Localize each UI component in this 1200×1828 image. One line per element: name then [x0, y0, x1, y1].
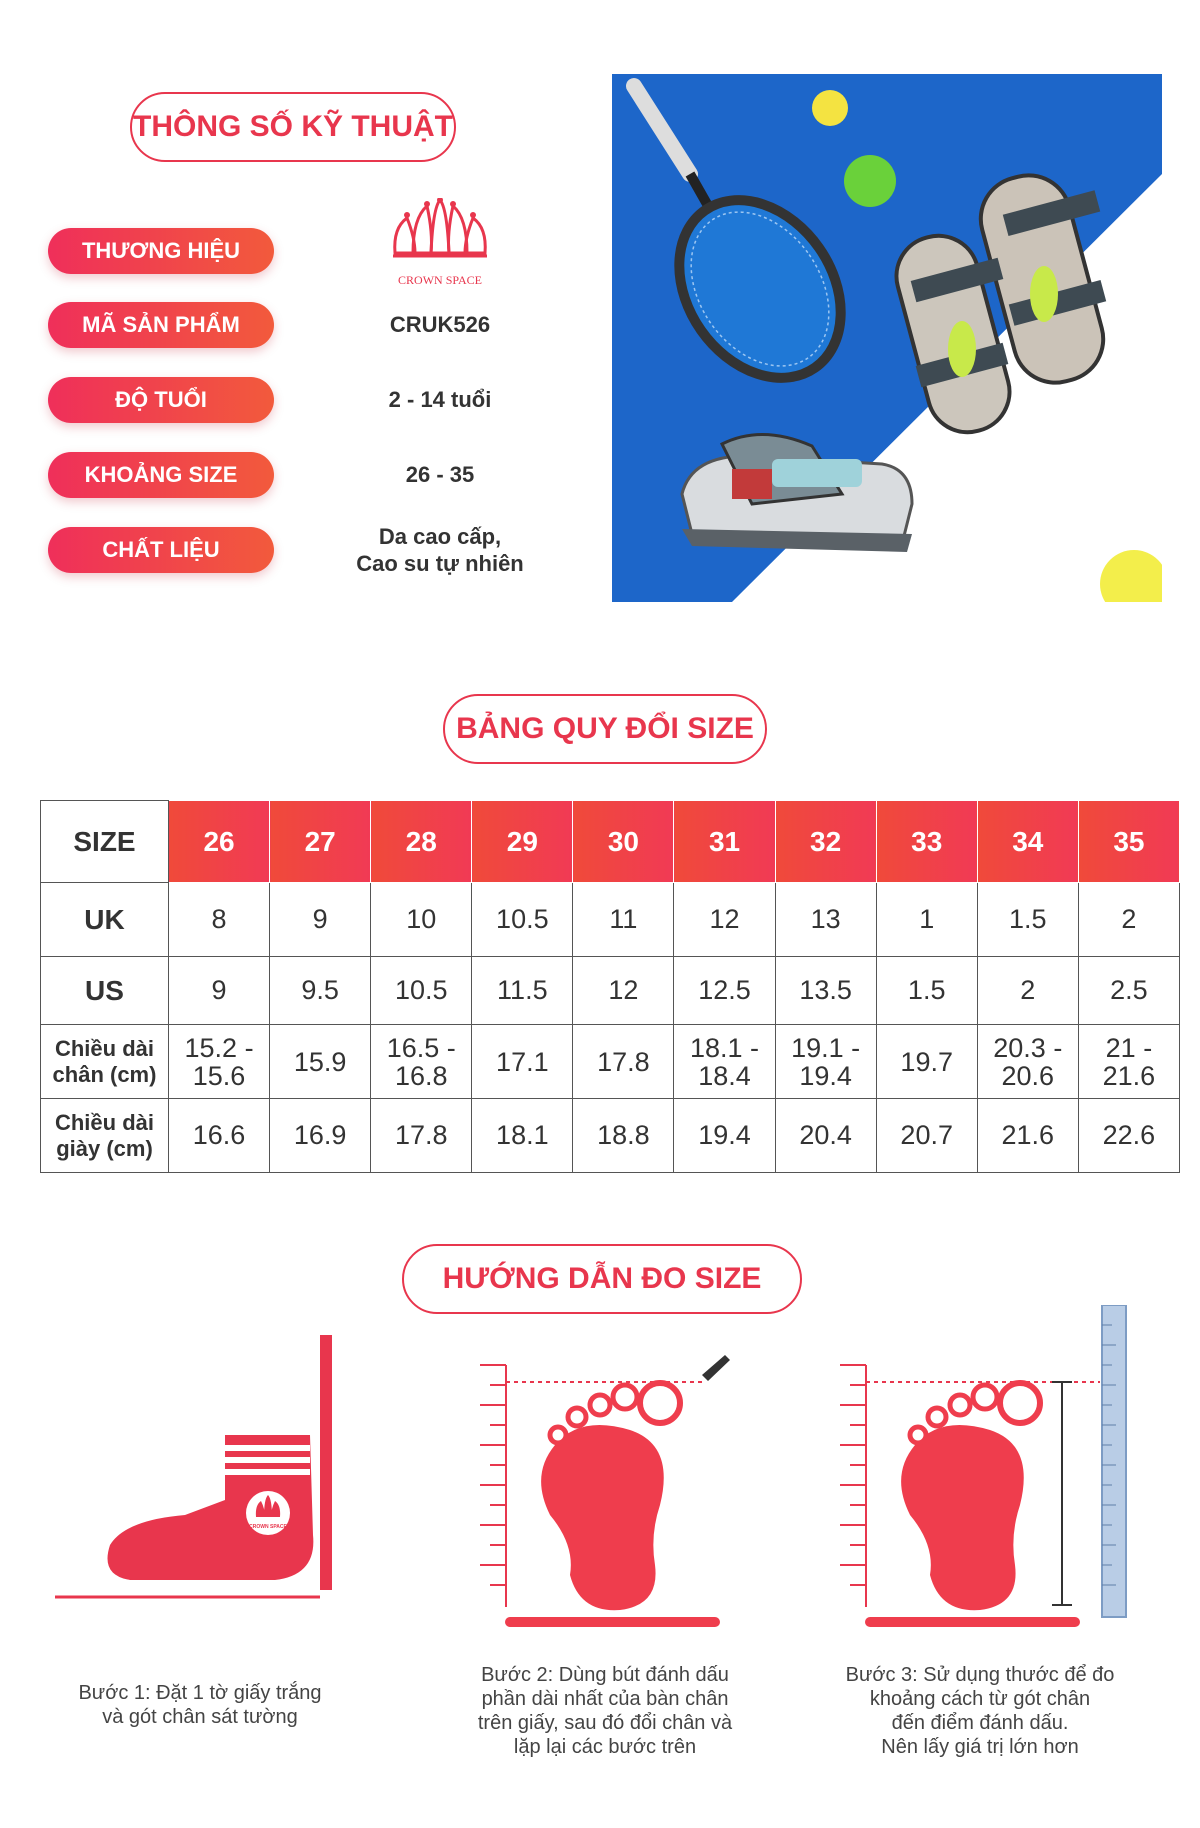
- step3-caption-line: Bước 3: Sử dụng thước để đo: [845, 1664, 1115, 1686]
- size-27: 27: [270, 801, 371, 883]
- table-row: [41, 1099, 1180, 1173]
- ruler-icon: [840, 1365, 866, 1607]
- size-29: 29: [472, 801, 573, 883]
- foot-cell: [1078, 1025, 1179, 1099]
- us-cell: 11.5: [472, 957, 573, 1025]
- ruler-icon: [480, 1365, 506, 1585]
- footprint-icon: [901, 1425, 1024, 1610]
- size-31: 31: [674, 801, 775, 883]
- foot-cell: [371, 1025, 472, 1099]
- size-33: 33: [876, 801, 977, 883]
- spec-label-size-range: KHOẢNG SIZE: [48, 452, 274, 498]
- uk-cell: 10.5: [472, 883, 573, 957]
- product-hero-image: [612, 74, 1162, 602]
- header-size-label: SIZE: [41, 801, 169, 883]
- step3-illustration: [840, 1305, 1130, 1635]
- foot-length-label-line1: Chiều dài: [54, 1035, 154, 1061]
- us-cell: 9: [169, 957, 270, 1025]
- foot-cell-line1: 15.2 -: [184, 1032, 254, 1063]
- us-cell: 9.5: [270, 957, 371, 1025]
- foot-cell-line2: 18.4: [698, 1060, 751, 1091]
- spec-label-age: ĐỘ TUỔI: [48, 377, 274, 423]
- pen-icon: [702, 1355, 730, 1381]
- foot-cell: [169, 1025, 270, 1099]
- step1-logo-text: CROWN SPACE: [249, 1524, 287, 1530]
- shoe-cell: 16.9: [270, 1099, 371, 1173]
- size-34: 34: [977, 801, 1078, 883]
- specs-title: THÔNG SỐ KỸ THUẬT: [130, 92, 456, 162]
- foot-cell-line1: 19.7: [900, 1046, 953, 1077]
- spec-label-product-code: MÃ SẢN PHẨM: [48, 302, 274, 348]
- uk-cell: 10: [371, 883, 472, 957]
- shoe-cell: 21.6: [977, 1099, 1078, 1173]
- table-row: [41, 957, 1180, 1025]
- uk-cell: 13: [775, 883, 876, 957]
- spec-value-size-range: 26 - 35: [405, 462, 475, 487]
- spec-value-product-code: CRUK526: [389, 312, 491, 337]
- uk-cell: 9: [270, 883, 371, 957]
- shoe-cell: 22.6: [1078, 1099, 1179, 1173]
- footprint-icon: [541, 1425, 664, 1610]
- foot-cell-line2: 19.4: [799, 1060, 852, 1091]
- sandal-side-image: [682, 434, 912, 552]
- step3-caption: [810, 1663, 1150, 1759]
- step1-caption: [40, 1681, 360, 1729]
- step2-caption: [440, 1663, 770, 1759]
- shoe-length-label: [41, 1099, 169, 1173]
- shoe-length-label-line2: giày (cm): [56, 1135, 153, 1161]
- step3-caption-line: khoảng cách từ gót chân: [869, 1688, 1091, 1710]
- tennis-racket-icon: [634, 86, 874, 409]
- uk-cell: 1.5: [977, 883, 1078, 957]
- size-30: 30: [573, 801, 674, 883]
- foot-cell-line1: 20.3 -: [993, 1032, 1063, 1063]
- foot-cell-line1: 16.5 -: [386, 1032, 456, 1063]
- uk-label: UK: [41, 883, 169, 957]
- spec-value-material-line2: Cao su tự nhiên: [356, 551, 524, 576]
- us-cell: 1.5: [876, 957, 977, 1025]
- uk-cell: 8: [169, 883, 270, 957]
- foot-cell-line2: 16.8: [394, 1060, 448, 1091]
- us-label: US: [41, 957, 169, 1025]
- measuring-tape-icon: [1102, 1305, 1126, 1617]
- table-row: [41, 883, 1180, 957]
- uk-cell: 11: [573, 883, 674, 957]
- foot-cell-line2: 21.6: [1102, 1060, 1156, 1091]
- spec-value-material-line1: Da cao cấp,: [378, 524, 502, 549]
- us-cell: 12.5: [674, 957, 775, 1025]
- us-cell: 13.5: [775, 957, 876, 1025]
- crown-logo-icon: [385, 198, 495, 268]
- foot-cell-line1: 21 -: [1105, 1032, 1153, 1063]
- wall-icon: [320, 1335, 332, 1590]
- shoe-cell: 18.8: [573, 1099, 674, 1173]
- foot-cell: [674, 1025, 775, 1099]
- us-cell: 2: [977, 957, 1078, 1025]
- shoe-length-label-line1: Chiều dài: [54, 1109, 154, 1135]
- table-row: [41, 801, 1180, 883]
- foot-cell-line1: 18.1 -: [689, 1032, 760, 1063]
- spec-label-brand: THƯƠNG HIỆU: [48, 228, 274, 274]
- step2-caption-line: trên giấy, sau đó đổi chân và: [477, 1712, 733, 1734]
- brand-logo-text: CROWN SPACE: [398, 273, 482, 287]
- step2-caption-line: phần dài nhất của bàn chân: [481, 1688, 729, 1710]
- us-cell: 2.5: [1078, 957, 1179, 1025]
- size-32: 32: [775, 801, 876, 883]
- us-cell: 12: [573, 957, 674, 1025]
- step2-illustration: [480, 1345, 730, 1635]
- foot-cell-line2: 20.6: [1001, 1060, 1055, 1091]
- shoe-cell: 20.7: [876, 1099, 977, 1173]
- foot-cell-line1: 15.9: [293, 1046, 347, 1077]
- spec-value-age: 2 - 14 tuổi: [388, 387, 492, 412]
- shoe-cell: 20.4: [775, 1099, 876, 1173]
- foot-cell: [876, 1025, 977, 1099]
- uk-cell: 2: [1078, 883, 1179, 957]
- size-table-title: BẢNG QUY ĐỔI SIZE: [443, 694, 767, 764]
- us-cell: 10.5: [371, 957, 472, 1025]
- foot-cell-line1: 17.8: [597, 1046, 650, 1077]
- table-row: [41, 1025, 1180, 1099]
- step3-caption-line: đến điểm đánh dấu.: [891, 1712, 1069, 1734]
- foot-length-label-line2: chân (cm): [52, 1061, 157, 1087]
- foot-cell-line1: 17.1: [496, 1046, 549, 1077]
- size-28: 28: [371, 801, 472, 883]
- uk-cell: 1: [876, 883, 977, 957]
- spec-label-material: CHẤT LIỆU: [48, 527, 274, 573]
- guide-title: HƯỚNG DẪN ĐO SIZE: [402, 1244, 802, 1314]
- step3-caption-line: Nên lấy giá trị lớn hơn: [881, 1736, 1079, 1758]
- step1-caption-line: Bước 1: Đặt 1 tờ giấy trắng: [78, 1682, 322, 1704]
- shoe-cell: 17.8: [371, 1099, 472, 1173]
- shoe-cell: 16.6: [169, 1099, 270, 1173]
- foot-cell: [270, 1025, 371, 1099]
- step1-caption-line: và gót chân sát tường: [102, 1706, 298, 1728]
- step2-caption-line: Bước 2: Dùng bút đánh dấu: [481, 1664, 729, 1686]
- foot-cell: [573, 1025, 674, 1099]
- size-conversion-table: [40, 800, 1180, 1173]
- foot-cell-line2: 15.6: [192, 1060, 246, 1091]
- foot-cell: [775, 1025, 876, 1099]
- size-26: 26: [169, 801, 270, 883]
- brand-logo: [385, 198, 495, 290]
- shoe-cell: 19.4: [674, 1099, 775, 1173]
- shoe-cell: 18.1: [472, 1099, 573, 1173]
- step2-caption-line: lặp lại các bước trên: [513, 1736, 697, 1758]
- foot-cell-line1: 19.1 -: [791, 1032, 861, 1063]
- foot-cell: [472, 1025, 573, 1099]
- foot-length-label: [41, 1025, 169, 1099]
- size-35: 35: [1078, 801, 1179, 883]
- foot-cell: [977, 1025, 1078, 1099]
- uk-cell: 12: [674, 883, 775, 957]
- step1-illustration: [55, 1335, 345, 1635]
